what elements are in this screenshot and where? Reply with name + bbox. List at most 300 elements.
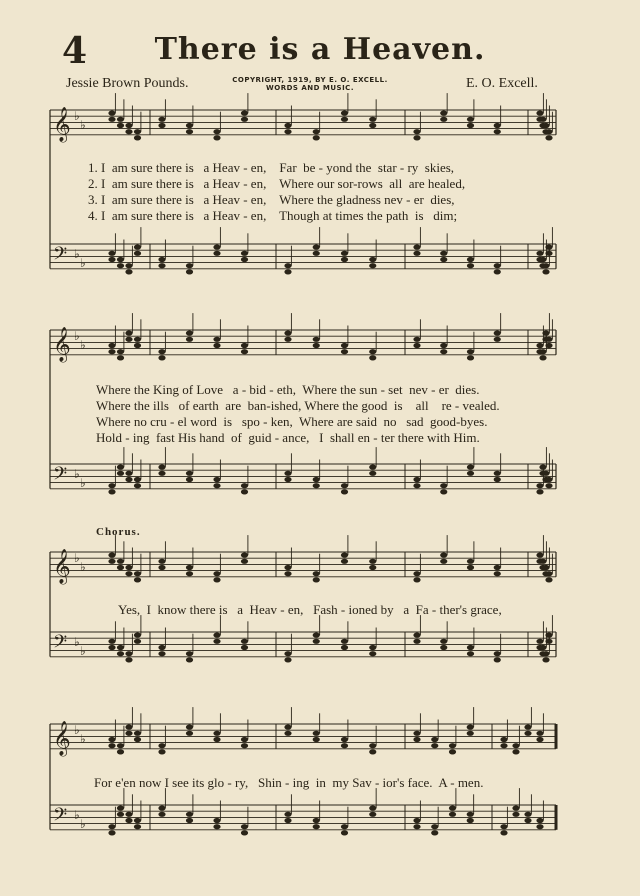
note-head [134,135,141,140]
note-head [440,639,447,644]
note-head [539,355,546,360]
note-head [494,471,501,476]
note-head [524,725,531,730]
note-head [341,251,348,256]
note-head [440,251,447,256]
note-head [500,743,507,748]
note-head [158,806,165,811]
note-head [413,824,420,829]
note-head [313,477,320,482]
note-head [186,331,193,336]
flat-sign: ♭ [80,118,86,132]
note-head [125,269,132,274]
note-head [134,571,141,576]
copyright-line: COPYRIGHT, 1919, BY E. O. EXCELL. [232,76,388,84]
note-head [313,577,320,582]
note-head [158,117,165,122]
note-head [536,818,543,823]
note-head [313,639,320,644]
note-head [440,489,447,494]
flat-sign: ♭ [80,560,86,574]
note-head [467,123,474,128]
note-head [241,483,248,488]
note-head [542,651,549,656]
note-head [440,257,447,262]
note-head [369,263,376,268]
note-head [213,477,220,482]
note-head [369,257,376,262]
flat-sign: ♭ [74,723,80,737]
note-head [440,559,447,564]
verse-line: 2. I am sure there is a Heav - en, Where our sor-rows all are healed, [88,176,466,191]
note-head [539,117,546,122]
note-head [134,633,141,638]
note-head [413,135,420,140]
note-head [125,731,132,736]
flat-sign: ♭ [80,644,86,658]
note-head [117,565,124,570]
note-head [545,251,552,256]
note-head [545,577,552,582]
bass-clef: 𝄢 [53,805,68,830]
note-head [341,830,348,835]
note-head [536,553,543,558]
note-head [158,465,165,470]
copyright-line-2: WORDS AND MUSIC. [266,84,354,92]
note-head [158,123,165,128]
flat-sign: ♭ [80,817,86,831]
note-head [284,129,291,134]
note-head [134,483,141,488]
note-head [108,559,115,564]
note-head [213,129,220,134]
note-head [117,123,124,128]
note-head [341,743,348,748]
note-head [284,477,291,482]
note-head [117,349,124,354]
note-head [125,337,132,342]
note-head [313,483,320,488]
note-head [524,818,531,823]
note-head [494,269,501,274]
note-head [413,633,420,638]
note-head [213,737,220,742]
note-head [440,343,447,348]
note-head [341,257,348,262]
note-head [313,731,320,736]
note-head [542,269,549,274]
note-head [134,577,141,582]
note-head [134,343,141,348]
note-head [108,343,115,348]
verse-line: 1. I am sure there is a Heav - en, Far be - yond the star - ry skies, [88,160,455,175]
note-head [494,123,501,128]
note-head [467,812,474,817]
note-head [108,483,115,488]
note-head [341,645,348,650]
note-head [341,343,348,348]
note-head [125,129,132,134]
note-head [536,343,543,348]
note-head [494,331,501,336]
note-head [536,483,543,488]
note-head [158,355,165,360]
note-head [467,565,474,570]
note-head [341,349,348,354]
note-head [341,559,348,564]
note-head [494,571,501,576]
note-head [313,818,320,823]
note-head [186,337,193,342]
note-head [186,471,193,476]
note-head [158,749,165,754]
note-head [369,812,376,817]
verse-line: 3. I am sure there is a Heav - en, Where the gladness nev - er dies, [88,192,455,207]
note-head [341,483,348,488]
note-head [125,331,132,336]
flat-sign: ♭ [80,476,86,490]
note-head [108,737,115,742]
note-head [369,565,376,570]
note-head [284,471,291,476]
note-head [545,135,552,140]
note-head [134,639,141,644]
note-head [108,117,115,122]
note-head [241,251,248,256]
note-head [241,743,248,748]
note-head [125,565,132,570]
treble-clef: 𝄞 [53,107,71,142]
note-head [545,129,552,134]
note-head [512,812,519,817]
flat-sign: ♭ [74,329,80,343]
note-head [494,565,501,570]
author-credit: Jessie Brown Pounds. [66,76,189,91]
note-head [467,645,474,650]
note-head [341,111,348,116]
note-head [108,251,115,256]
note-head [413,571,420,576]
flat-sign: ♭ [74,551,80,565]
note-head [241,737,248,742]
copyright-notice [225,76,395,92]
note-head [125,818,132,823]
note-head [117,559,124,564]
flat-sign: ♭ [80,256,86,270]
note-head [117,743,124,748]
note-head [512,743,519,748]
bass-clef: 𝄢 [53,632,68,657]
note-head [313,571,320,576]
note-head [213,135,220,140]
note-head [158,565,165,570]
verse-line: Where the King of Love a - bid - eth, Where the sun - set nev - er dies. [96,382,480,397]
note-head [413,477,420,482]
note-head [284,818,291,823]
note-head [431,824,438,829]
note-head [108,489,115,494]
note-head [467,263,474,268]
note-head [313,824,320,829]
note-head [313,633,320,638]
note-head [241,639,248,644]
note-head [467,559,474,564]
note-head [213,818,220,823]
note-head [341,489,348,494]
note-head [117,355,124,360]
note-head [241,349,248,354]
note-head [284,571,291,576]
note-head [108,257,115,262]
note-head [125,571,132,576]
note-head [440,553,447,558]
note-head [134,737,141,742]
note-head [413,818,420,823]
note-head [369,471,376,476]
note-head [158,559,165,564]
note-head [125,477,132,482]
note-head [369,355,376,360]
chorus-line: Yes, I know there is a Heav - en, Fash - ioned by a Fa - ther's grace, [118,602,502,617]
note-head [158,812,165,817]
note-head [500,830,507,835]
note-head [117,257,124,262]
note-head [413,129,420,134]
note-head [213,251,220,256]
note-head [117,806,124,811]
note-head [117,749,124,754]
note-head [536,111,543,116]
note-head [134,818,141,823]
treble-clef: 𝄞 [53,721,71,756]
note-head [369,349,376,354]
note-head [284,731,291,736]
note-head [440,349,447,354]
note-head [134,477,141,482]
note-head [186,651,193,656]
note-head [108,111,115,116]
note-head [108,645,115,650]
note-head [512,806,519,811]
note-head [539,349,546,354]
composer-credit: E. O. Excell. [466,76,538,91]
note-head [125,725,132,730]
note-head [241,117,248,122]
note-head [186,269,193,274]
note-head [284,269,291,274]
note-head [542,471,549,476]
note-head [158,645,165,650]
note-head [213,731,220,736]
note-head [494,651,501,656]
note-head [241,489,248,494]
note-head [117,651,124,656]
note-head [440,111,447,116]
note-head [213,639,220,644]
treble-clef: 𝄞 [53,549,71,584]
bass-clef: 𝄢 [53,244,68,269]
note-head [542,123,549,128]
note-head [158,651,165,656]
note-head [241,257,248,262]
note-head [313,737,320,742]
note-head [341,553,348,558]
note-head [186,129,193,134]
note-head [413,343,420,348]
note-head [545,483,552,488]
flat-sign: ♭ [74,109,80,123]
note-head [542,565,549,570]
note-head [369,117,376,122]
note-head [512,749,519,754]
treble-clef: 𝄞 [53,327,71,362]
note-head [186,731,193,736]
note-head [467,471,474,476]
note-head [284,812,291,817]
verse-line: 4. I am sure there is a Heav - en, Though at times the path is dim; [88,208,458,223]
note-head [500,824,507,829]
note-head [186,565,193,570]
note-head [500,737,507,742]
note-head [536,731,543,736]
note-head [494,263,501,268]
note-head [449,806,456,811]
note-head [213,483,220,488]
note-head [494,477,501,482]
note-head [284,263,291,268]
note-head [158,471,165,476]
note-head [108,830,115,835]
note-head [313,343,320,348]
note-head [125,263,132,268]
note-head [134,245,141,250]
note-head [125,471,132,476]
note-head [117,263,124,268]
note-head [241,343,248,348]
note-head [241,824,248,829]
note-head [108,639,115,644]
note-head [494,129,501,134]
note-head [284,657,291,662]
hymn-number: 4 [62,30,88,72]
note-head [545,343,552,348]
note-head [341,639,348,644]
note-head [369,559,376,564]
note-head [449,743,456,748]
note-head [125,657,132,662]
note-head [158,257,165,262]
note-head [241,553,248,558]
note-head [431,743,438,748]
note-head [542,263,549,268]
note-head [117,471,124,476]
note-head [313,245,320,250]
note-head [369,465,376,470]
note-head [186,263,193,268]
note-head [125,651,132,656]
note-head [284,337,291,342]
note-head [313,135,320,140]
note-head [545,571,552,576]
note-head [545,477,552,482]
flat-sign: ♭ [74,247,80,261]
note-head [241,111,248,116]
note-head [134,731,141,736]
note-head [440,117,447,122]
note-head [134,251,141,256]
note-head [241,645,248,650]
note-head [413,251,420,256]
note-head [524,812,531,817]
note-head [369,651,376,656]
verse-line: Where the ills of earth are ban-ished, Where the good is all re - vealed. [96,398,500,413]
note-head [186,123,193,128]
note-head [440,645,447,650]
note-head [186,571,193,576]
note-head [449,812,456,817]
note-head [539,257,546,262]
note-head [134,824,141,829]
note-head [369,123,376,128]
note-head [494,657,501,662]
note-head [213,245,220,250]
note-head [186,725,193,730]
note-head [545,633,552,638]
note-head [413,483,420,488]
note-head [213,577,220,582]
note-head [158,263,165,268]
note-head [413,337,420,342]
note-head [539,645,546,650]
note-head [313,129,320,134]
note-head [467,725,474,730]
note-head [413,731,420,736]
note-head [536,489,543,494]
chorus-line: For e'en now I see its glo - ry, Shin - ing in my Sav - ior's face. A - men. [94,775,484,790]
note-head [108,553,115,558]
note-head [341,824,348,829]
note-head [284,725,291,730]
note-head [467,349,474,354]
note-head [186,812,193,817]
note-head [545,639,552,644]
note-head [213,337,220,342]
note-head [241,830,248,835]
note-head [539,559,546,564]
note-head [545,337,552,342]
verse-line: Where no cru - el word is spo - ken, Where are said no sad good-byes. [96,414,488,429]
note-head [369,749,376,754]
note-head [413,577,420,582]
note-head [134,337,141,342]
note-head [158,743,165,748]
note-head [284,651,291,656]
note-head [313,251,320,256]
note-head [117,645,124,650]
note-head [284,331,291,336]
note-head [117,465,124,470]
verse-line: Hold - ing fast His hand of guid - ance, I shall en - ter there with Him. [96,430,480,445]
note-head [524,731,531,736]
note-head [536,251,543,256]
note-head [539,465,546,470]
note-head [313,337,320,342]
note-head [284,565,291,570]
note-head [369,645,376,650]
note-head [413,245,420,250]
note-head [241,559,248,564]
note-head [134,129,141,134]
